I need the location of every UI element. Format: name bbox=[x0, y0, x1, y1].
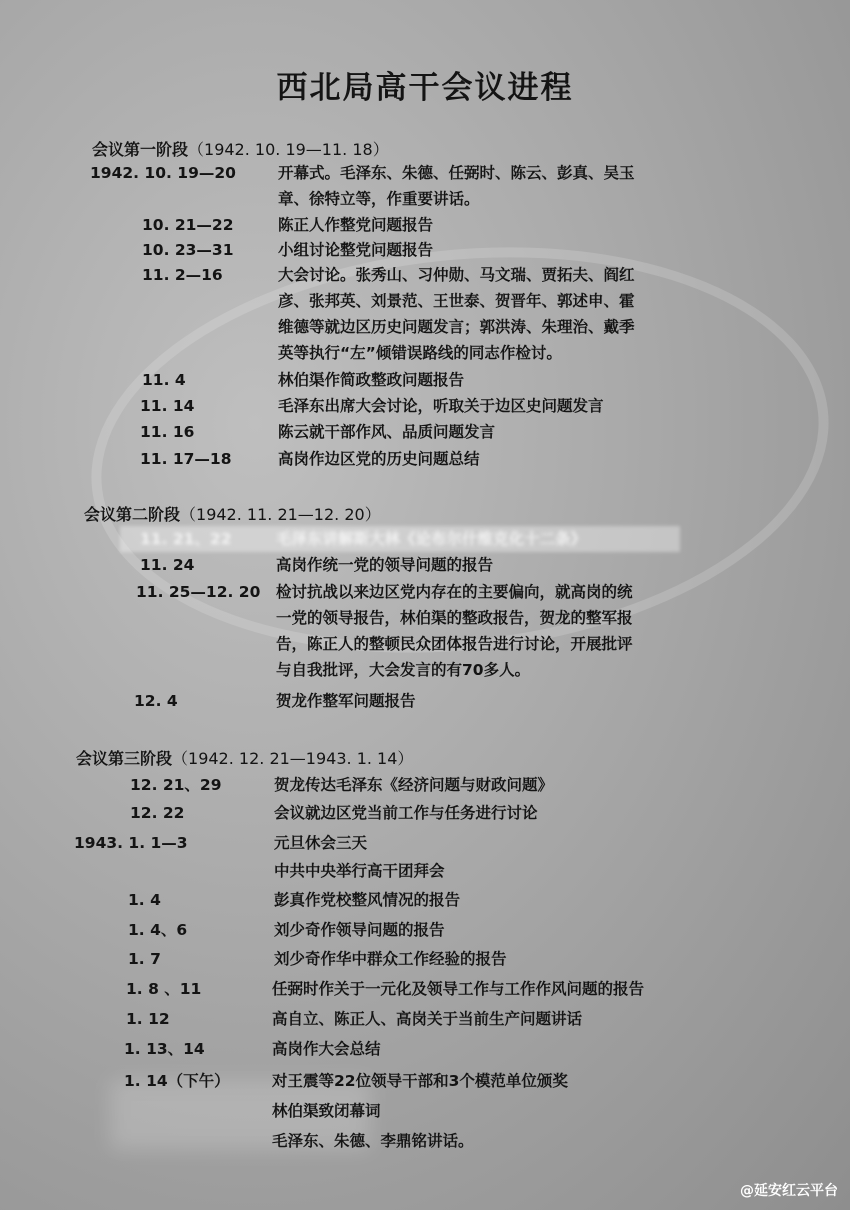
stage-1-label: 会议第一阶段 bbox=[92, 140, 189, 159]
entry-date: 12. 21、29 bbox=[130, 776, 222, 794]
entry-text: 对王震等22位领导干部和3个模范单位颁奖 bbox=[272, 1072, 568, 1090]
entry-text: 元旦休会三天 bbox=[274, 834, 368, 852]
entry-date: 1. 4、6 bbox=[128, 921, 188, 939]
entry-text: 任弼时作关于一元化及领导工作与工作作风问题的报告 bbox=[272, 980, 645, 998]
entry-text: 检讨抗战以来边区党内存在的主要偏向，就高岗的统 一党的领导报告，林伯渠的整政报告，贺龙的整军报 告，陈正人的整顿民众团体报告进行讨论，开展批评 与自我批评，大会发言的有70多人。 bbox=[276, 583, 633, 679]
entry-date: 1. 14（下午） bbox=[124, 1072, 230, 1090]
entry-text: 陈正人作整党问题报告 bbox=[278, 216, 434, 234]
entry-text: 林伯渠致闭幕词 bbox=[272, 1102, 381, 1120]
stage-1-heading bbox=[92, 137, 389, 160]
entry-text: 高岗作大会总结 bbox=[272, 1040, 381, 1058]
stage-2-range: （1942. 11. 21—12. 20） bbox=[180, 505, 381, 524]
entry-text: 刘少奇作华中群众工作经验的报告 bbox=[274, 950, 507, 968]
entry-date: 11. 4 bbox=[142, 371, 186, 389]
entry-date: 1942. 10. 19—20 bbox=[90, 164, 236, 182]
entry-text: 陈云就干部作风、品质问题发言 bbox=[278, 423, 496, 441]
stage-1-range: （1942. 10. 19—11. 18） bbox=[188, 140, 389, 159]
entry-date: 11. 14 bbox=[140, 397, 195, 415]
entry-date: 10. 23—31 bbox=[142, 241, 234, 259]
entry-date: 1943. 1. 1—3 bbox=[74, 834, 188, 852]
stage-3-range: （1942. 12. 21—1943. 1. 14） bbox=[172, 749, 414, 768]
watermark: @延安红云平台 bbox=[740, 1183, 838, 1199]
entry-date: 1. 8 、11 bbox=[126, 980, 202, 998]
stage-2-heading bbox=[84, 502, 381, 525]
entry-date: 11. 2—16 bbox=[142, 266, 223, 284]
list-item bbox=[120, 526, 680, 552]
entry-text: 贺龙传达毛泽东《经济问题与财政问题》 bbox=[274, 776, 554, 794]
entry-date: 11. 21、22 bbox=[140, 530, 232, 548]
entry-text: 开幕式。毛泽东、朱德、任弼时、陈云、彭真、吴玉 章、徐特立等，作重要讲话。 bbox=[278, 164, 635, 208]
entry-date: 12. 22 bbox=[130, 804, 185, 822]
entry-date: 11. 16 bbox=[140, 423, 195, 441]
entry-date: 1. 7 bbox=[128, 950, 161, 968]
entry-text: 彭真作党校整风情况的报告 bbox=[274, 891, 461, 909]
entry-text: 大会讨论。张秀山、习仲勋、马文瑞、贾拓夫、阎红 彦、张邦英、刘景范、王世泰、贺晋年、郭述申、霍 维德等就边区历史问题发言；郭洪涛、朱理治、戴季 英等执行“左”倾错误路线的同志作检讨。 bbox=[278, 266, 635, 362]
stage-3-label: 会议第三阶段 bbox=[76, 749, 173, 768]
entry-date: 12. 4 bbox=[134, 692, 178, 710]
stage-2-label: 会议第二阶段 bbox=[84, 505, 181, 524]
entry-date: 1. 4 bbox=[128, 891, 161, 909]
entry-date: 1. 13、14 bbox=[124, 1040, 205, 1058]
entry-text: 贺龙作整军问题报告 bbox=[276, 692, 416, 710]
entry-text: 毛泽东讲解斯大林《论布尔什维克化十二条》 bbox=[276, 530, 587, 548]
entry-text: 高岗作边区党的历史问题总结 bbox=[278, 450, 480, 468]
entry-date: 11. 25—12. 20 bbox=[136, 583, 261, 601]
entry-text: 小组讨论整党问题报告 bbox=[278, 241, 434, 259]
entry-date: 11. 17—18 bbox=[140, 450, 232, 468]
entry-text: 中共中央举行高干团拜会 bbox=[274, 862, 445, 880]
entry-text: 高自立、陈正人、高岗关于当前生产问题讲话 bbox=[272, 1010, 583, 1028]
entry-text: 会议就边区党当前工作与任务进行讨论 bbox=[274, 804, 538, 822]
entry-text: 毛泽东、朱德、李鼎铭讲话。 bbox=[272, 1132, 474, 1150]
entry-text: 毛泽东出席大会讨论，听取关于边区史问题发言 bbox=[278, 397, 604, 415]
document-title: 西北局高干会议进程 bbox=[276, 70, 574, 106]
entry-date: 1. 12 bbox=[126, 1010, 170, 1028]
entry-text: 林伯渠作简政整政问题报告 bbox=[278, 371, 465, 389]
stage-3-heading bbox=[76, 746, 413, 769]
entry-text: 高岗作统一党的领导问题的报告 bbox=[276, 556, 494, 574]
entry-text: 刘少奇作领导问题的报告 bbox=[274, 921, 445, 939]
entry-date: 11. 24 bbox=[140, 556, 195, 574]
entry-date: 10. 21—22 bbox=[142, 216, 234, 234]
